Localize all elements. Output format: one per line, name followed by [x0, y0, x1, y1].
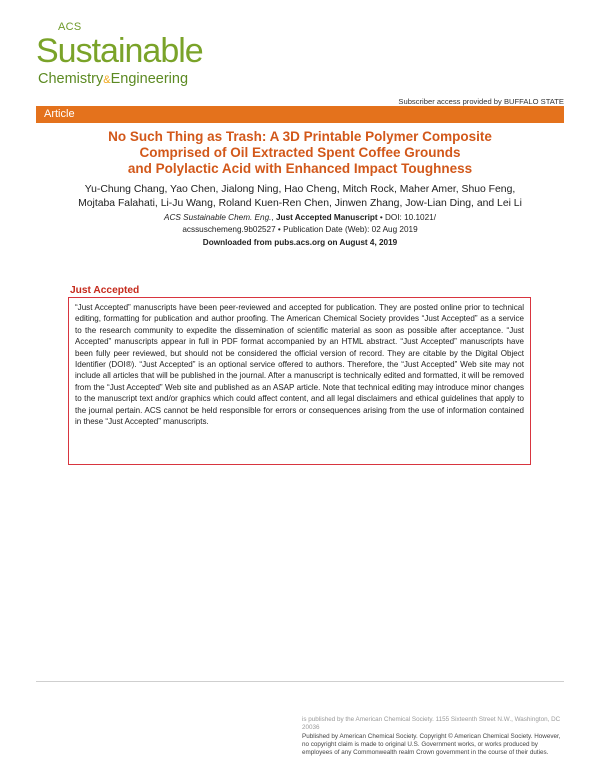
article-title	[36, 129, 564, 177]
subscriber-access-note: Subscriber access provided by BUFFALO STATE	[398, 97, 564, 106]
doi-text: • DOI: 10.1021/	[377, 213, 436, 222]
citation-line-1: ACS Sustainable Chem. Eng., Just Accepted Manuscript • DOI: 10.1021/	[164, 213, 436, 222]
title-line: and Polylactic Acid with Enhanced Impact Toughness	[127, 161, 473, 176]
logo-subtitle	[38, 72, 188, 87]
logo-chemistry-text: Chemistry	[38, 71, 104, 87]
title-line: Comprised of Oil Extracted Spent Coffee Grounds	[139, 145, 461, 160]
logo-sustainable-text: Sustainable	[36, 32, 203, 70]
logo-engineering-text: Engineering	[110, 71, 189, 87]
section-label: Article	[44, 108, 75, 120]
section-bar	[36, 106, 564, 123]
footer-divider	[36, 681, 564, 682]
title-line: No Such Thing as Trash: A 3D Printable Polymer Composite	[108, 129, 492, 144]
publisher-address: is published by the American Chemical Society. 1155 Sixteenth Street N.W., Washington, DC 20036	[302, 716, 561, 731]
author-list	[36, 183, 564, 210]
journal-name: ACS Sustainable Chem. Eng.	[164, 213, 272, 222]
author-line: Mojtaba Falahati, Li-Ju Wang, Roland Kuen-Ren Chen, Jinwen Zhang, Jow-Lian Ding, and Lei Li	[78, 197, 522, 209]
citation-block	[36, 212, 564, 236]
manuscript-status: Just Accepted Manuscript	[275, 213, 378, 222]
author-line: Yu-Chung Chang, Yao Chen, Jialong Ning, Hao Cheng, Mitch Rock, Maher Amer, Shuo Feng,	[84, 184, 516, 195]
logo-acs-text: ACS	[58, 21, 82, 33]
just-accepted-heading: Just Accepted	[70, 285, 140, 296]
citation-line-2: acssuschemeng.9b02527 • Publication Date (Web): 02 Aug 2019	[182, 225, 418, 234]
copyright-note: Published by American Chemical Society. Copyright © American Chemical Society. However, no copyright claim is made to original U.S. Government works, or works produced by employees of any Commonwealth realm Crown government in the course of their duties.	[302, 733, 561, 756]
download-note: Downloaded from pubs.acs.org on August 4, 2019	[202, 238, 398, 247]
logo-ampersand: &	[103, 74, 111, 86]
just-accepted-notice: “Just Accepted” manuscripts have been peer-reviewed and accepted for publication. They are posted online prior to technical editing, formatting for publication and author proofing. The American Chemical Society provides “Just Accepted” as a service to the research community to expedite the dissemination of scientific material as soon as possible after acceptance. “Just Accepted” manuscripts appear in full in PDF format accompanied by an HTML abstract. “Just Accepted” manuscripts have been fully peer reviewed, but should not be considered the official version of record. They are citable by the Digital Object Identifier (DOI®). “Just Accepted” is an optional service offered to authors. Therefore, the “Just Accepted” Web site may not include all articles that will be published in the journal. After a manuscript is technically edited and formatted, it will be removed from the “Just Accepted” Web site and published as an ASAP article. Note that technical editing may introduce minor changes to the manuscript text and/or graphics which could affect content, and all legal disclaimers and ethical guidelines that apply to the journal pertain. ACS cannot be held responsible for errors or consequences arising from the use of information contained in these “Just Accepted” manuscripts.	[68, 297, 531, 465]
